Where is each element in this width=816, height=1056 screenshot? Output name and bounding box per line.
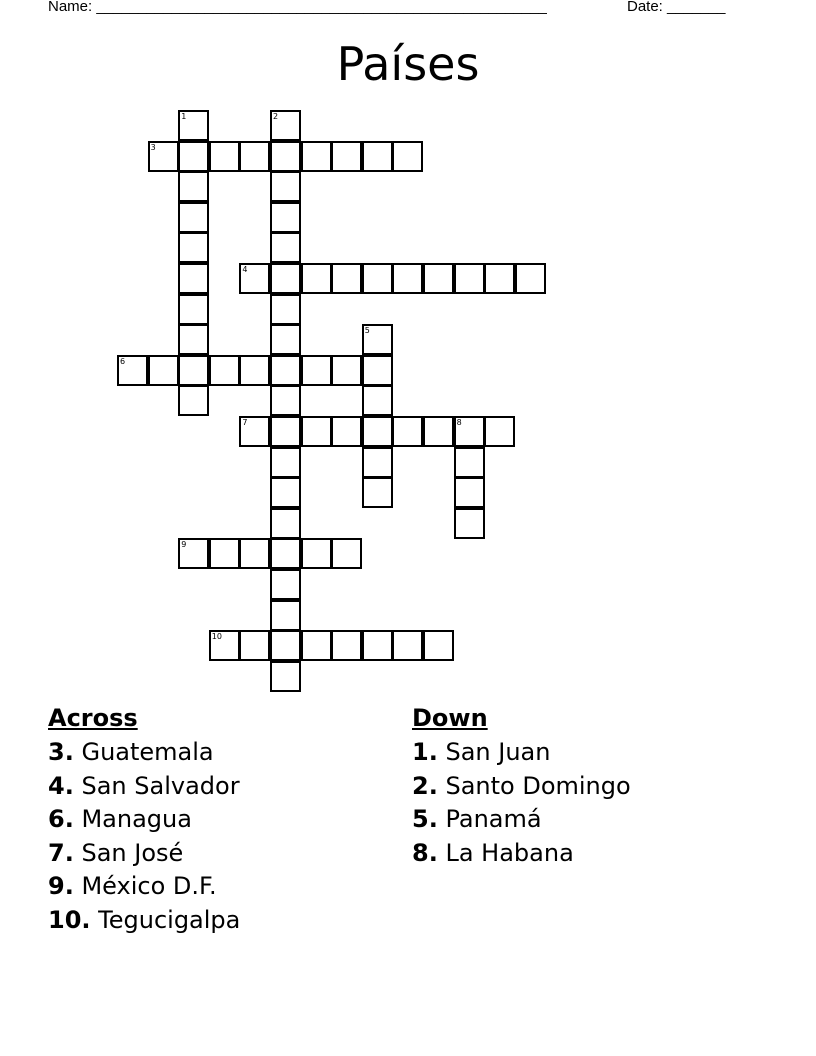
down-clue — [412, 837, 631, 871]
crossword-cell[interactable] — [239, 630, 270, 661]
crossword-cell[interactable] — [270, 294, 301, 325]
crossword-cell[interactable] — [239, 355, 270, 386]
crossword-cell[interactable] — [301, 355, 332, 386]
crossword-cell[interactable] — [362, 385, 393, 416]
clue-text: San José — [81, 838, 184, 867]
crossword-cell[interactable] — [239, 416, 270, 447]
crossword-cell[interactable] — [270, 171, 301, 202]
across-clues — [48, 703, 240, 937]
cell-number: 1 — [181, 112, 187, 121]
crossword-cell[interactable] — [484, 416, 515, 447]
across-clue — [48, 736, 240, 770]
crossword-cell[interactable] — [301, 630, 332, 661]
crossword-cell[interactable] — [178, 202, 209, 233]
cell-number: 8 — [456, 418, 462, 427]
crossword-cell[interactable] — [362, 416, 393, 447]
crossword-cell[interactable] — [454, 477, 485, 508]
across-clue — [48, 803, 240, 837]
down-heading: Down — [412, 704, 488, 732]
down-clues — [412, 703, 631, 870]
crossword-cell[interactable] — [270, 263, 301, 294]
crossword-cell[interactable] — [270, 416, 301, 447]
down-clue — [412, 736, 631, 770]
crossword-cell[interactable] — [178, 110, 209, 141]
crossword-cell[interactable] — [392, 416, 423, 447]
page-title: Países — [336, 37, 480, 91]
crossword-cell[interactable] — [301, 141, 332, 172]
clue-text: Managua — [81, 805, 192, 833]
clue-text: San Salvador — [81, 771, 240, 800]
crossword-cell[interactable] — [331, 263, 362, 294]
crossword-cell[interactable] — [270, 447, 301, 478]
cell-number: 4 — [242, 265, 248, 274]
crossword-cell[interactable] — [270, 385, 301, 416]
crossword-cell[interactable] — [423, 416, 454, 447]
clue-text: Santo Domingo — [445, 771, 631, 800]
crossword-cell[interactable] — [362, 447, 393, 478]
clue-number: 8. — [412, 838, 438, 867]
clue-number: 3. — [48, 738, 74, 766]
clue-number: 7. — [48, 838, 74, 867]
across-clue-list — [48, 736, 240, 937]
down-clue — [412, 803, 631, 837]
crossword-cell[interactable] — [270, 355, 301, 386]
clue-text: Tegucigalpa — [98, 905, 241, 934]
cell-number: 5 — [364, 326, 370, 336]
crossword-cell[interactable] — [331, 538, 362, 569]
crossword-cell[interactable] — [239, 263, 270, 294]
across-clue — [48, 770, 240, 804]
crossword-cell[interactable] — [331, 630, 362, 661]
cell-number: 3 — [150, 142, 156, 152]
crossword-cell[interactable] — [239, 141, 270, 172]
crossword-cell[interactable] — [117, 355, 148, 386]
crossword-cell[interactable] — [392, 630, 423, 661]
crossword-cell[interactable] — [270, 324, 301, 355]
crossword-cell[interactable] — [362, 477, 393, 508]
crossword-cell[interactable] — [362, 630, 393, 661]
clue-text: La Habana — [445, 838, 574, 867]
crossword-cell[interactable] — [178, 232, 209, 263]
crossword-cell[interactable] — [148, 355, 179, 386]
crossword-cell[interactable] — [239, 538, 270, 569]
clue-number: 1. — [412, 738, 438, 766]
crossword-cell[interactable] — [270, 508, 301, 539]
crossword-cell[interactable] — [331, 141, 362, 172]
crossword-cell[interactable] — [270, 538, 301, 569]
clue-number: 4. — [48, 771, 74, 800]
crossword-cell[interactable] — [362, 141, 393, 172]
crossword-cell[interactable] — [331, 416, 362, 447]
crossword-cell[interactable] — [178, 385, 209, 416]
crossword-cell[interactable] — [178, 171, 209, 202]
crossword-cell[interactable] — [178, 538, 209, 569]
clue-number: 9. — [48, 872, 74, 900]
crossword-cell[interactable] — [454, 416, 485, 447]
crossword-cell[interactable] — [392, 141, 423, 172]
clue-text: San Juan — [445, 738, 551, 766]
across-clue — [48, 870, 240, 904]
cell-number: 10 — [211, 632, 222, 642]
crossword-cell[interactable] — [270, 202, 301, 233]
crossword-cell[interactable] — [331, 355, 362, 386]
crossword-cell[interactable] — [209, 538, 240, 569]
crossword-cell[interactable] — [484, 263, 515, 294]
crossword-cell[interactable] — [270, 477, 301, 508]
crossword-cell[interactable] — [270, 600, 301, 631]
crossword-cell[interactable] — [178, 263, 209, 294]
down-clue-list — [412, 736, 631, 870]
crossword-cell[interactable] — [301, 538, 332, 569]
crossword-cell[interactable] — [362, 324, 393, 355]
name-field-line: Name: ______________________________________________________ — [48, 0, 547, 15]
clue-number: 10. — [48, 905, 91, 934]
crossword-cell[interactable] — [270, 232, 301, 263]
crossword-cell[interactable] — [423, 630, 454, 661]
crossword-cell[interactable] — [178, 324, 209, 355]
across-clue — [48, 837, 240, 871]
cell-number: 2 — [273, 112, 279, 121]
cell-number: 6 — [120, 356, 126, 366]
crossword-cell[interactable] — [362, 263, 393, 294]
clue-text: México D.F. — [81, 872, 217, 900]
crossword-cell[interactable] — [515, 263, 546, 294]
crossword-cell[interactable] — [209, 141, 240, 172]
clue-text: Guatemala — [81, 738, 214, 766]
crossword-cell[interactable] — [301, 263, 332, 294]
clue-number: 2. — [412, 771, 438, 800]
crossword-cell[interactable] — [454, 263, 485, 294]
crossword-cell[interactable] — [270, 661, 301, 692]
crossword-cell[interactable] — [270, 630, 301, 661]
crossword-cell[interactable] — [209, 630, 240, 661]
crossword-cell[interactable] — [178, 294, 209, 325]
crossword-cell[interactable] — [454, 508, 485, 539]
clue-number: 6. — [48, 805, 74, 833]
across-heading: Across — [48, 704, 138, 732]
crossword-cell[interactable] — [392, 263, 423, 294]
crossword-cell[interactable] — [270, 110, 301, 141]
crossword-cell[interactable] — [270, 141, 301, 172]
down-clue — [412, 770, 631, 804]
cell-number: 9 — [181, 540, 187, 550]
across-clue — [48, 904, 240, 938]
crossword-cell[interactable] — [454, 447, 485, 478]
crossword-cell[interactable] — [148, 141, 179, 172]
date-field-line: Date: _______ — [627, 0, 726, 15]
crossword-cell[interactable] — [362, 355, 393, 386]
crossword-cell[interactable] — [209, 355, 240, 386]
crossword-cell[interactable] — [423, 263, 454, 294]
crossword-cell[interactable] — [178, 355, 209, 386]
clue-number: 5. — [412, 805, 438, 833]
crossword-cell[interactable] — [301, 416, 332, 447]
cell-number: 7 — [242, 418, 248, 427]
crossword-cell[interactable] — [270, 569, 301, 600]
crossword-cell[interactable] — [178, 141, 209, 172]
clue-text: Panamá — [445, 805, 542, 833]
